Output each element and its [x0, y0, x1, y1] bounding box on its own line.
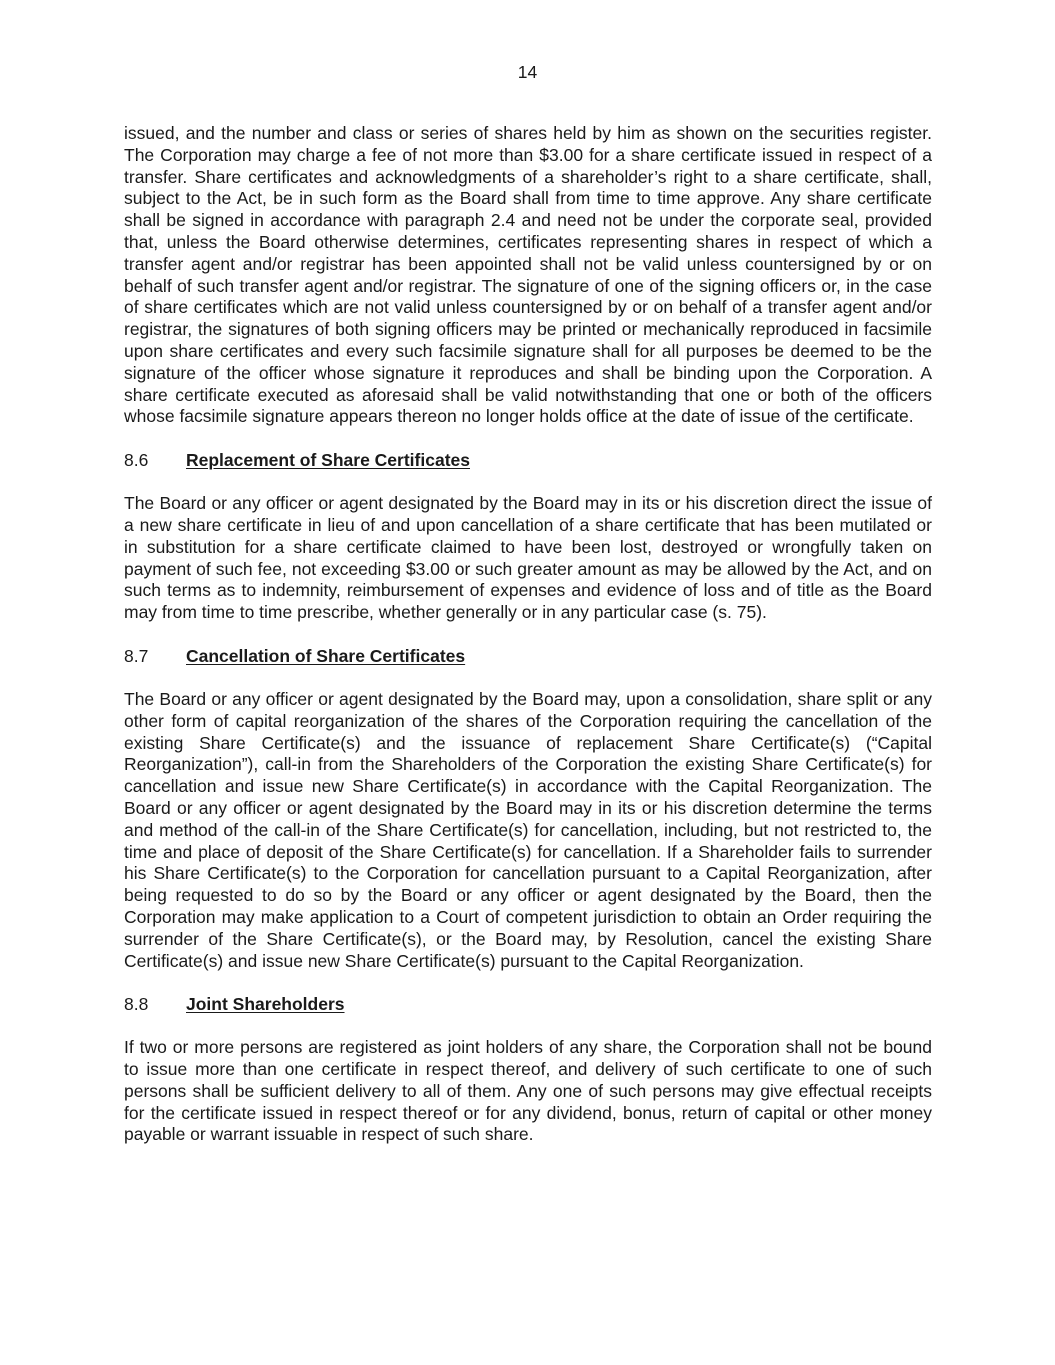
section-title: Cancellation of Share Certificates	[186, 645, 466, 666]
section-body: The Board or any officer or agent designated by the Board may, upon a consolidation, share split or any other form of capital reorganization of the shares of the Corporation requiring the cancellation of the existing Share Certificate(s) and the issuance of replacement Share Certificate(s) (“Capital Reorganization”), call-in from the Shareholders of the Corporation the existing Share Certificate(s) for cancellation and issue new Share Certificate(s) in accordance with the Capital Reorganization. The Board or any officer or agent designated by the Board may in its or his discretion determine the terms and method of the call-in of the Share Certificate(s) for cancellation, including, but not restricted to, the time and place of deposit of the Share Certificate(s) for cancellation. If a Shareholder fails to surrender his Share Certificate(s) to the Corporation for cancellation pursuant to a Capital Reorganization, after being requested to do so by the Board or any officer or agent designated by the Board, then the Corporation may make application to a Court of competent jurisdiction to obtain an Order requiring the surrender of the Share Certificate(s), or the Board may, by Resolution, cancel the existing Share Certificate(s) and issue new Share Certificate(s) pursuant to the Capital Reorganization.	[124, 688, 932, 971]
section-body: The Board or any officer or agent designated by the Board may in its or his discretion direct the issue of a new share certificate in lieu of and upon cancellation of a share certificate that has been mutilated or in substitution for a share certificate claimed to have been lost, destroyed or wrongfully taken on payment of such fee, not exceeding $3.00 or such greater amount as may be allowed by the Act, and on such terms as to indemnity, reimbursement of expenses and evidence of loss and of title as the Board may from time to time prescribe, whether generally or in any particular case (s. 75).	[124, 493, 932, 623]
section-8-7	[124, 645, 932, 972]
section-number: 8.8	[124, 994, 149, 1015]
section-title: Replacement of Share Certificates	[186, 450, 470, 471]
section-heading	[124, 993, 932, 1015]
opening-paragraph: issued, and the number and class or series of shares held by him as shown on the securities register. The Corporation may charge a fee of not more than $3.00 for a share certificate issued in respect of a transfer. Share certificates and acknowledgments of a shareholder’s right to a share certificate, shall, subject to the Act, be in such form as the Board shall from time to time approve. Any share certificate shall be signed in accordance with paragraph 2.4 and need not be under the corporate seal, provided that, unless the Board otherwise determines, certificates representing shares in respect of which a transfer agent and/or registrar has been appointed shall not be valid unless countersigned by or on behalf of such transfer agent and/or registrar. The signature of one of the signing officers or, in the case of share certificates which are not valid unless countersigned by or on behalf of a transfer agent and/or registrar, the signatures of both signing officers may be printed or mechanically reproduced in facsimile upon share certificates and every such facsimile signature shall for all purposes be deemed to be the signature of the officer whose signature it reproduces and shall be binding upon the Corporation. A share certificate executed as aforesaid shall be valid notwithstanding that one or both of the officers whose facsimile signature appears thereon no longer holds office at the date of issue of the certificate.	[124, 123, 932, 427]
section-heading	[124, 645, 932, 667]
section-number: 8.6	[124, 450, 149, 471]
section-title: Joint Shareholders	[186, 994, 345, 1015]
section-8-6	[124, 449, 932, 624]
page-number: 14	[517, 62, 538, 82]
document-body	[124, 123, 932, 1167]
section-heading	[124, 449, 932, 471]
section-body: If two or more persons are registered as joint holders of any share, the Corporation shall not be bound to issue more than one certificate in respect thereof, and delivery of such certificate to one of such persons shall be sufficient delivery to all of them. Any one of such persons may give effectual receipts for the certificate issued in respect thereof or for any dividend, bonus, return of capital or other money payable or warrant issuable in respect of such share.	[124, 1037, 932, 1145]
section-number: 8.7	[124, 645, 149, 666]
section-8-8	[124, 993, 932, 1146]
